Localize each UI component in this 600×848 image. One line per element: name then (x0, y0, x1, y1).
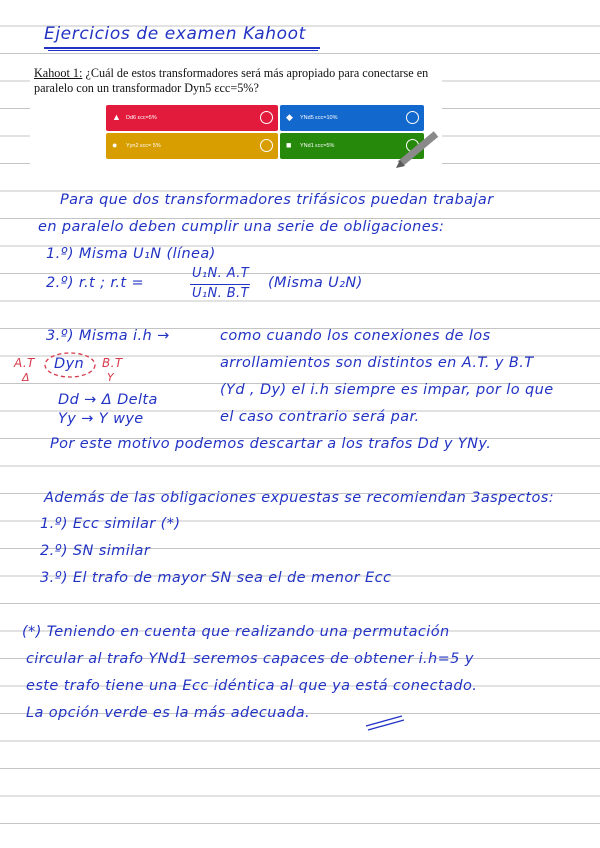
bt-label: B.T (102, 356, 123, 370)
footnote-line-1: (*) Teniendo en cuenta que realizando una permutación (22, 624, 450, 640)
answer-option-blue[interactable] (280, 105, 424, 131)
obligation-3-line-2: arrollamientos son distintos en A.T. y B.T (220, 355, 534, 371)
answer-text: YNd1 εcc=5% (300, 143, 335, 149)
answer-text: YNd5 εcc=10% (300, 115, 338, 121)
obligation-1: 1.º) Misma U₁N (línea) (46, 246, 216, 262)
radio-circle-icon[interactable] (260, 111, 273, 124)
title-underline-2 (48, 50, 318, 51)
title-underline (44, 47, 320, 49)
answer-option-yellow[interactable] (106, 133, 278, 159)
footnote-line-4: La opción verde es la más adecuada. (26, 705, 311, 721)
recommendation-3: 3.º) El trafo de mayor SN sea el de menor Ecc (40, 570, 392, 586)
double-underline-mark (364, 712, 408, 734)
bt-wye-symbol: Y (107, 371, 115, 384)
fraction-numerator: U₁N. A.T (192, 266, 250, 281)
obligation-2-suffix: (Misma U₂N) (268, 275, 363, 291)
discard-conclusion: Por este motivo podemos descartar a los trafos Dd y YNy. (50, 436, 492, 452)
circle-icon: ● (112, 140, 118, 150)
pencil-icon (396, 130, 444, 170)
recommendation-1: 1.º) Ecc similar (*) (40, 516, 181, 532)
radio-circle-icon[interactable] (406, 111, 419, 124)
obligation-2-prefix: 2.º) r.t ; r.t = (46, 275, 145, 291)
footnote-line-3: este trafo tiene una Ecc idéntica al que ya está conectado. (26, 678, 478, 694)
radio-circle-icon[interactable] (260, 139, 273, 152)
kahoot-question (34, 66, 442, 96)
footnote-line-2: circular al trafo YNd1 seremos capaces de obtener i.h=5 y (26, 651, 474, 667)
at-delta-symbol: Δ (22, 371, 30, 384)
dyn-label: Dyn (54, 356, 85, 372)
answer-option-red[interactable] (106, 105, 278, 131)
diamond-icon: ◆ (286, 112, 293, 122)
wye-definition: Yy → Y wye (58, 411, 144, 427)
delta-definition: Dd → Δ Delta (58, 392, 158, 408)
obligation-3-line-3: (Yd , Dy) el i.h siempre es impar, por lo que (220, 382, 554, 398)
recommendation-2: 2.º) SN similar (40, 543, 151, 559)
square-icon: ■ (286, 140, 292, 150)
page-title: Ejercicios de examen Kahoot (44, 24, 306, 44)
obligation-3-line-4: el caso contrario será par. (220, 409, 420, 425)
answer-text: Yyn2 εcc= 5% (126, 143, 161, 149)
fraction-denominator: U₁N. B.T (192, 286, 249, 301)
intro-line-1: Para que dos transformadores trifásicos puedan trabajar (60, 192, 494, 208)
recommendations-intro: Además de las obligaciones expuestas se recomiendan 3aspectos: (44, 490, 555, 506)
intro-line-2: en paralelo deben cumplir una serie de obligaciones: (38, 219, 445, 235)
obligation-3-prefix: 3.º) Misma i.h → (46, 328, 170, 344)
obligation-3-line-1: como cuando los conexiones de los (220, 328, 491, 344)
at-label: A.T (14, 356, 35, 370)
kahoot-screenshot (30, 62, 442, 164)
triangle-icon: ▲ (112, 112, 121, 122)
kahoot-label: Kahoot 1: (34, 66, 83, 80)
kahoot-question-text: ¿Cuál de estos transformadores será más apropiado para conectarse en paralelo con un transformador Dyn5 εcc=5%? (34, 66, 429, 95)
answer-text: Dd6 εcc=5% (126, 115, 157, 121)
